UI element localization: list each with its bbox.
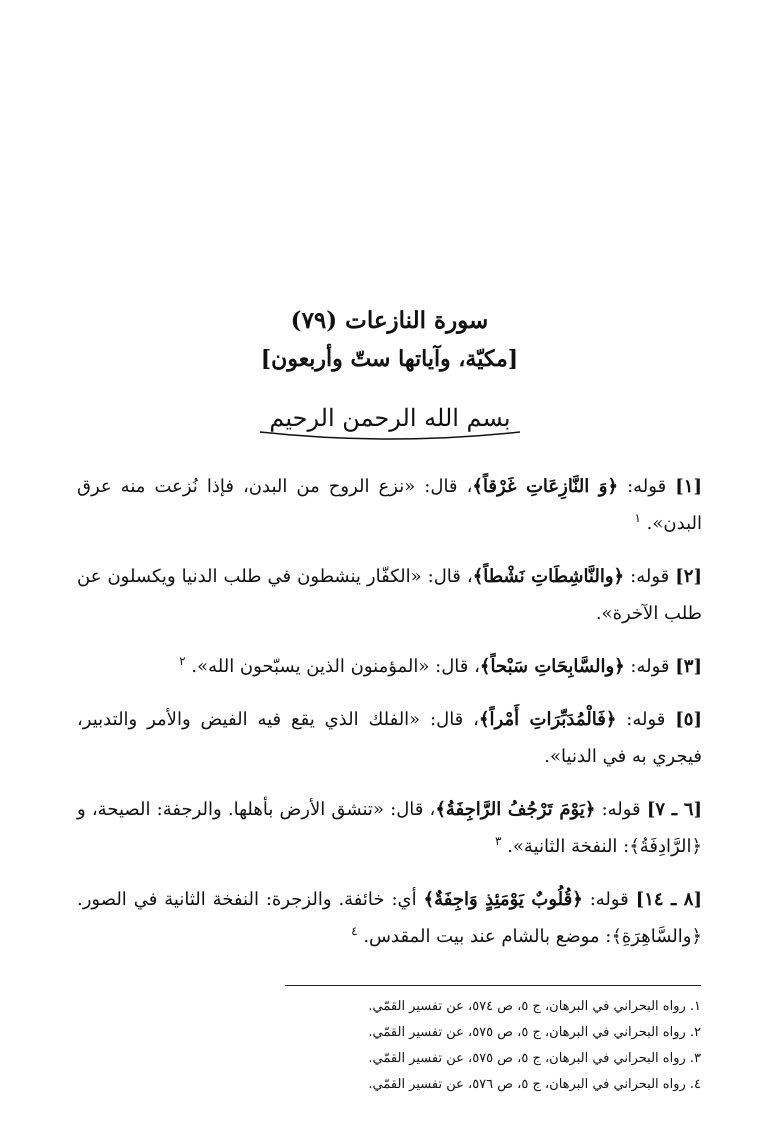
- footnote-3: ٣. رواه البحراني في البرهان، ج ٥، ص ٥٧٥، عن تفسير القمّي.: [368, 1051, 701, 1066]
- verse-number: [٨ ـ ١٤]: [635, 889, 702, 910]
- footnote-divider: [285, 985, 701, 986]
- verse-lead: قوله:: [626, 709, 666, 730]
- footnote-ref[interactable]: ٢: [179, 654, 186, 668]
- verse-number: [١]: [675, 476, 702, 497]
- verses-body: [77, 468, 702, 971]
- verse-text: ، قال: «تنشق الأرض بأهلها. والرجفة: الصيحة، و ﴿الرَّادِفَةُ﴾: النفخة الثانية».: [77, 799, 702, 857]
- basmala-flourish: [260, 432, 520, 439]
- verse-number: [٢]: [675, 566, 702, 587]
- verse-quote: ﴿يَوْمَ تَرْجُفُ الرَّاجِفَةُ﴾: [435, 799, 596, 820]
- basmala-text: بسم الله الرحمن الرحيم: [269, 404, 511, 432]
- verse-2: [77, 558, 702, 632]
- verse-1: [77, 468, 702, 542]
- verse-quote: ﴿وَ النَّازِعَاتِ غَرْقاً﴾: [472, 476, 619, 497]
- verse-lead: قوله:: [627, 476, 667, 497]
- verse-5: [77, 701, 702, 775]
- footnote-1: ١. رواه البحراني في البرهان، ج ٥، ص ٥٧٤، عن تفسير القمّي.: [368, 999, 701, 1014]
- footnote-4: ٤. رواه البحراني في البرهان، ج ٥، ص ٥٧٦، عن تفسير القمّي.: [368, 1077, 701, 1092]
- verse-text: ، قال: «المؤمنون الذين يسبّحون الله».: [191, 656, 480, 677]
- verse-quote: ﴿والسَّابِحَاتِ سَبْحاً﴾: [479, 656, 625, 677]
- footnote-ref[interactable]: ٤: [351, 924, 358, 938]
- verse-text: ، قال: «الفلك الذي يقع فيه الفيض والأمر والتدبير، فيجري به في الدنيا».: [77, 709, 702, 767]
- footnote-ref[interactable]: ٣: [495, 834, 502, 848]
- verse-text: أي: خائفة. والزجرة: النفخة الثانية في الصور. ﴿والسَّاهِرَةِ﴾: موضع بالشام عند بيت المقدس.: [77, 889, 702, 947]
- basmala-calligraphy: [240, 388, 540, 448]
- verse-lead: قوله:: [630, 656, 670, 677]
- basmala-svg: [240, 388, 540, 448]
- verse-lead: قوله:: [601, 799, 641, 820]
- verse-number: [٥]: [675, 709, 702, 730]
- verse-lead: قوله:: [589, 889, 629, 910]
- verse-quote: ﴿فَالْمُدَبِّرَاتِ أَمْراً﴾: [478, 709, 617, 730]
- footnote-2: ٢. رواه البحراني في البرهان، ج ٥، ص ٥٧٥، عن تفسير القمّي.: [368, 1025, 701, 1040]
- sura-subtitle: [مكيّة، وآياتها ستّ وأربعون]: [260, 346, 519, 372]
- verse-quote: ﴿قُلُوبٌ يَوْمَئِذٍ وَاجِفَةٌ﴾: [423, 889, 583, 910]
- sura-title: سورة النازعات (٧٩): [290, 307, 489, 334]
- verse-text: ، قال: «نزع الروح من البدن، فإذا نُزعت منه عرق البدن».: [77, 476, 702, 534]
- verse-6-7: [77, 791, 702, 865]
- footnotes: [285, 994, 701, 1098]
- verse-lead: قوله:: [630, 566, 670, 587]
- verse-text: ، قال: «الكفّار ينشطون في طلب الدنيا ويكسلون عن طلب الآخرة».: [77, 566, 702, 624]
- verse-3: [77, 648, 702, 685]
- verse-number: [٦ ـ ٧]: [646, 799, 702, 820]
- verse-number: [٣]: [675, 656, 702, 677]
- footnote-ref[interactable]: ١: [634, 511, 641, 525]
- verse-8-14: [77, 881, 702, 955]
- verse-quote: ﴿والنَّاشِطَاتِ نَشْطاً﴾: [472, 566, 625, 587]
